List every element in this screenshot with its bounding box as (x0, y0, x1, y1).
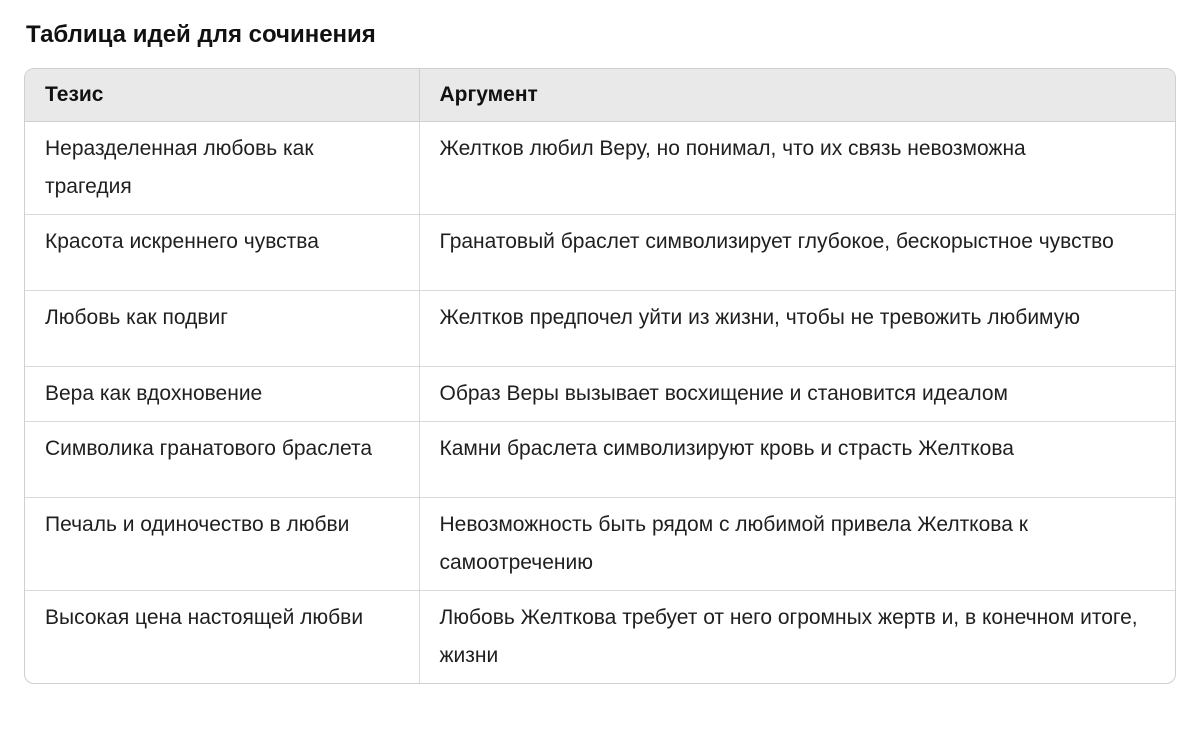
column-header-thesis: Тезис (25, 69, 419, 122)
table-row (25, 422, 1175, 498)
page-title: Таблица идей для сочинения (26, 21, 376, 48)
table-row (25, 498, 1175, 591)
thesis-cell: Любовь как подвиг (25, 291, 419, 367)
column-header-argument: Аргумент (419, 69, 1175, 122)
thesis-cell: Неразделенная любовь как трагедия (45, 137, 314, 198)
argument-cell: Невозможность быть рядом с любимой привела Желткова к самоотречению (419, 498, 1175, 591)
argument-cell: Камни браслета символизируют кровь и страсть Желткова (419, 422, 1175, 498)
thesis-cell: Символика гранатового браслета (25, 422, 419, 498)
thesis-cell: Вера как вдохновение (25, 367, 419, 422)
table-row (25, 291, 1175, 367)
table-row (25, 367, 1175, 422)
argument-cell: Любовь Желткова требует от него огромных жертв и, в конечном итоге, жизни (419, 591, 1175, 684)
argument-cell: Желтков предпочел уйти из жизни, чтобы не тревожить любимую (419, 291, 1175, 367)
ideas-table (25, 69, 1175, 683)
argument-cell: Желтков любил Веру, но понимал, что их связь невозможна (419, 122, 1175, 215)
ideas-table-container (24, 68, 1176, 684)
thesis-cell: Печаль и одиночество в любви (25, 498, 419, 591)
table-row (25, 591, 1175, 684)
thesis-cell: Высокая цена настоящей любви (25, 591, 419, 684)
table-header-row (25, 69, 1175, 122)
thesis-cell: Красота искреннего чувства (25, 215, 419, 291)
argument-cell: Гранатовый браслет символизирует глубокое, бескорыстное чувство (419, 215, 1175, 291)
table-row (25, 215, 1175, 291)
table-row (25, 122, 1175, 215)
argument-cell: Образ Веры вызывает восхищение и становится идеалом (419, 367, 1175, 422)
